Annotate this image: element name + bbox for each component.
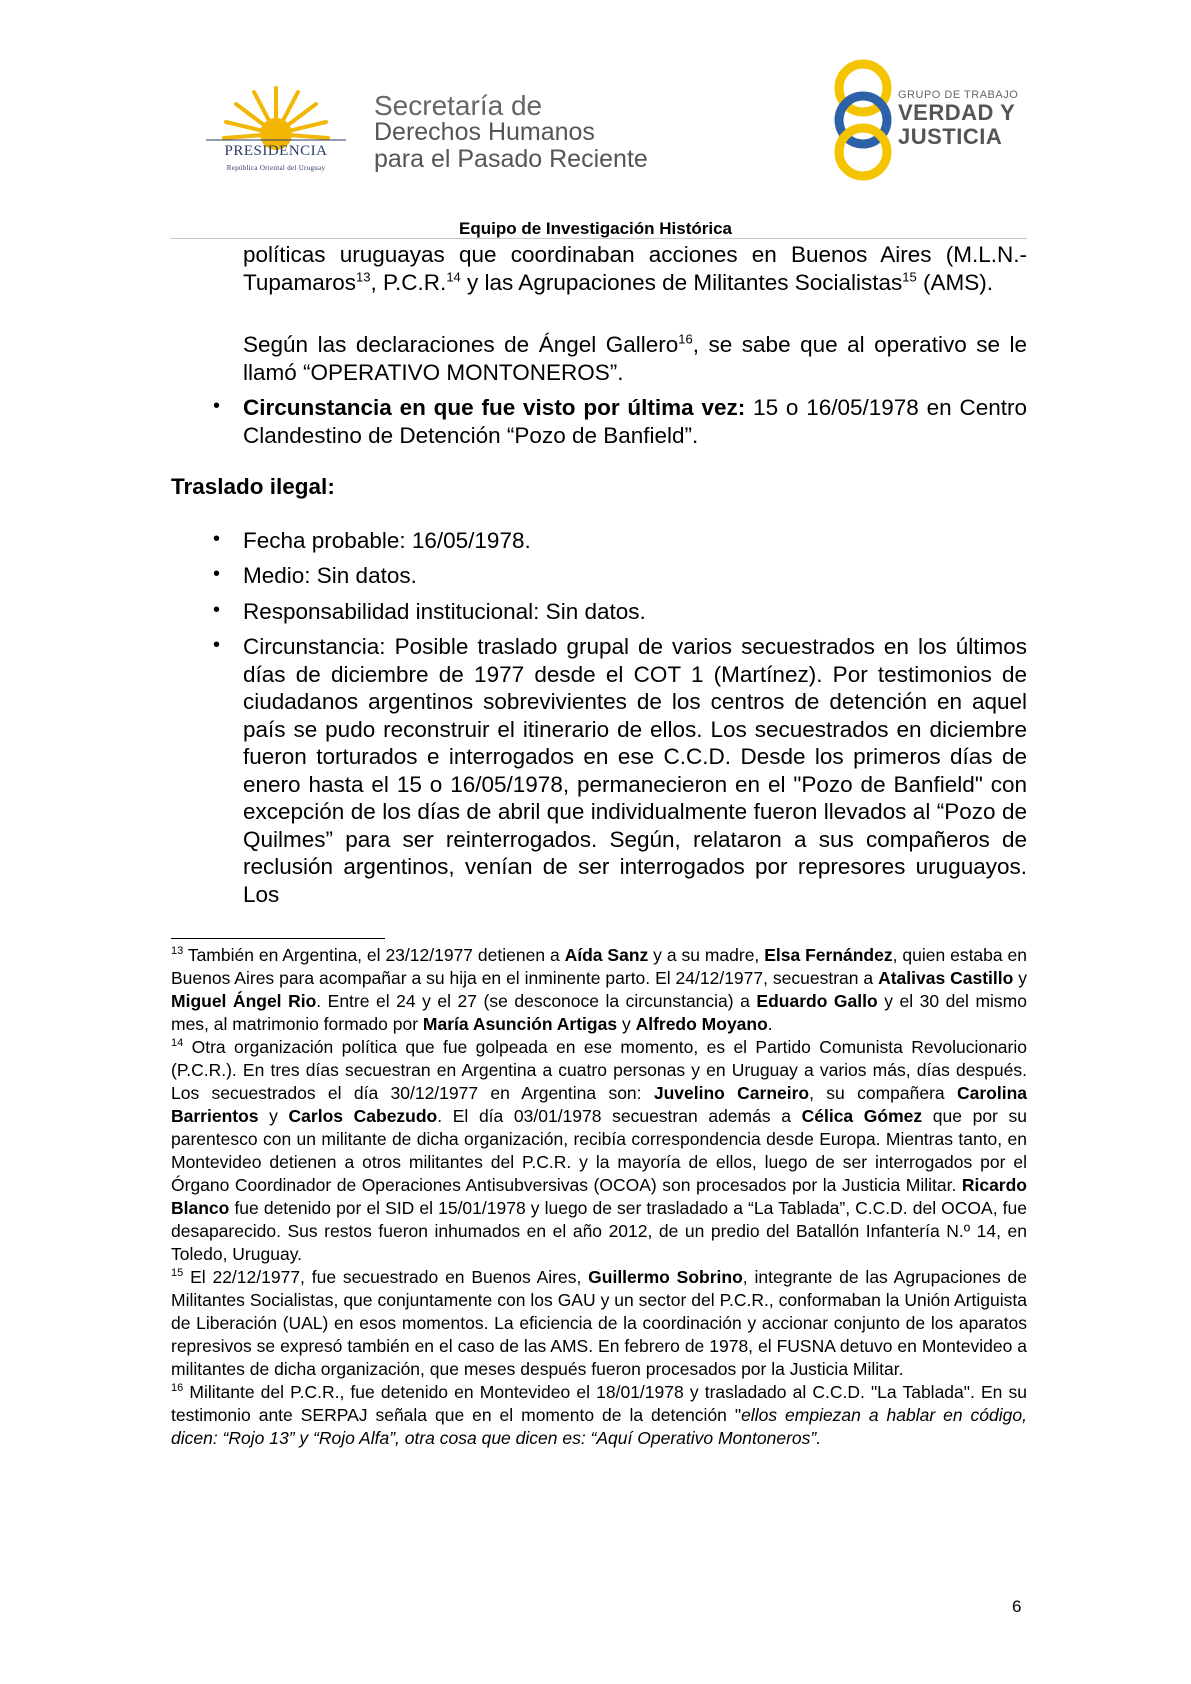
bullet-last-seen xyxy=(243,394,1027,449)
grupo-line1: VERDAD Y xyxy=(898,100,1016,125)
page-number: 6 xyxy=(1012,1597,1022,1616)
footnote-ref-14[interactable]: 14 xyxy=(446,269,461,284)
footnote-separator xyxy=(171,938,385,939)
last-seen-text: 15 o 16/05/1978 en Centro Clandestino de Detención “Pozo de Banfield”. xyxy=(243,395,1027,448)
bullet-icon: • xyxy=(213,528,221,550)
verdad-justicia-rings-logo xyxy=(818,58,908,182)
bullet-fecha: Fecha probable: 16/05/1978. xyxy=(243,528,531,553)
secretaria-line3: para el Pasado Reciente xyxy=(374,145,648,173)
footnote-ref-16[interactable]: 16 xyxy=(678,331,693,347)
p2-text-b: , se sabe que al operativo se le llamó “OPERATIVO MONTONEROS”. xyxy=(243,332,1027,385)
paragraph-organizations xyxy=(243,241,1027,296)
secretaria-line1: Secretaría de xyxy=(374,90,543,121)
footnote-14: $^{14}$ Otra organización política que fue golpeada en ese momento, es el Partido Comunista Revolucionario (P.C.R.). En tres días secuestran en Argentina a cuatro personas y en Uruguay a varios más, días después. Los secuestrados el día 30/12/1977 en Argentina son: Juvelino Carneiro, su compañera Carolina Barrientos y Carlos Cabezudo. El día 03/01/1978 secuestran además a Célica Gómez que por su parentesco con un militante de dicha organización, recibía correspondencia desde Europa. Mientras tanto, en Montevideo detienen a otros militantes del P.C.R. y la mayoría de ellos, luego de ser interrogados por el Órgano Coordinador de Operaciones Antisubversivas (OCOA) son procesados por la Justicia Militar. Ricardo Blanco fue detenido por el SID el 15/01/1978 y luego de ser trasladado a “La Tablada”, C.C.D. del OCOA, fue desaparecido. Sus restos fueron inhumados en el año 2012, de un predio del Batallón Infantería N.º 14, en Toledo, Uruguay. xyxy=(171,1037,1027,1264)
paragraph-gallero xyxy=(243,331,1027,386)
p1-text-a: políticas uruguayas que coordinaban acciones en Buenos Aires (M.L.N.-Tupamaros xyxy=(243,242,1027,295)
footnotes xyxy=(171,944,1027,1450)
footnote-ref-15[interactable]: 15 xyxy=(902,269,917,284)
footnote-ref-13[interactable]: 13 xyxy=(355,269,371,284)
secretaria-line2: Derechos Humanos xyxy=(374,118,595,146)
bullet-icon: • xyxy=(213,563,221,585)
footnote-16: $^{16}$ Militante del P.C.R., fue detenido en Montevideo el 18/01/1978 y trasladado al C.C.D. "La Tablada". En su testimonio ante SERPAJ señala que en el momento de la detención "ellos empiezan a hablar en código, dicen: “Rojo 13” y “Rojo Alfa”, otra cosa que dicen es: “Aquí Operativo Montoneros”. xyxy=(171,1382,1027,1448)
footnote-15: $^{15}$ El 22/12/1977, fue secuestrado en Buenos Aires, Guillermo Sobrino, integrante de las Agrupaciones de Militantes Socialistas, que conjuntamente con los GAU y un sector del P.C.R., conformaban la Unión Artiguista de Liberación (UAL) en esos momentos. La eficiencia de la coordinación y accionar conjunto de los aparatos represivos se expresó también en el caso de las AMS. En febrero de 1978, el FUSNA detuvo en Montevideo a militantes de dicha organización, que meses después fueron procesados por la Justicia Militar. xyxy=(171,1267,1027,1379)
bullet-icon: • xyxy=(213,599,221,621)
p1-text-d: (AMS). xyxy=(916,269,993,295)
last-seen-label: Circunstancia en que fue visto por última vez: xyxy=(243,395,746,420)
header-divider xyxy=(170,238,1027,239)
team-heading: Equipo de Investigación Histórica xyxy=(459,219,732,238)
section-heading-traslado: Traslado ilegal: xyxy=(171,474,335,499)
presidencia-sub-label: República Oriental del Uruguay xyxy=(226,164,326,172)
secretaria-logo-text xyxy=(374,92,648,173)
p1-text-b: , P.C.R. xyxy=(370,269,447,295)
bullet-icon: • xyxy=(213,395,221,417)
bullet-responsabilidad: Responsabilidad institucional: Sin datos. xyxy=(243,599,646,624)
bullet-medio: Medio: Sin datos. xyxy=(243,563,417,588)
grupo-line2: JUSTICIA xyxy=(898,124,1003,149)
p2-text-a: Según las declaraciones de Ángel Gallero xyxy=(243,332,679,357)
presidencia-label: PRESIDENCIA xyxy=(224,143,328,159)
grupo-small-label: GRUPO DE TRABAJO xyxy=(898,89,1019,101)
p1-text-c: y las Agrupaciones de Militantes Socialistas xyxy=(460,269,903,295)
footnote-13: $^{13}$ También en Argentina, el 23/12/1977 detienen a Aída Sanz y a su madre, Elsa Fernández, quien estaba en Buenos Aires para acompañar a su hija en el inminente parto. El 24/12/1977, secuestran a Atalivas Castillo y Miguel Ángel Rio. Entre el 24 y el 27 (se desconoce la circunstancia) a Eduardo Gallo y el 30 del mismo mes, al matrimonio formado por María Asunción Artigas y Alfredo Moyano. xyxy=(171,945,1027,1034)
verdad-justicia-text xyxy=(898,89,1018,149)
bullet-icon: • xyxy=(213,634,221,656)
bullet-circunstancia: Circunstancia: Posible traslado grupal de varios secuestrados en los últimos días de diciembre de 1977 desde el COT 1 (Martínez). Por testimonios de ciudadanos argentinos sobrevivientes de los centros de detención en aquel país se pudo reconstruir el itinerario de ellos. Los secuestrados en diciembre fueron torturados e interrogados en ese C.C.D. Desde los primeros días de enero hasta el 15 o 16/05/1978, permanecieron en el "Pozo de Banfield" con excepción de los días de abril que individualmente fueron llevados al “Pozo de Quilmes” para ser reinterrogados. Según, relataron a sus compañeros de reclusión argentinos, venían de ser interrogados por represores uruguayos. Los xyxy=(243,634,1027,907)
